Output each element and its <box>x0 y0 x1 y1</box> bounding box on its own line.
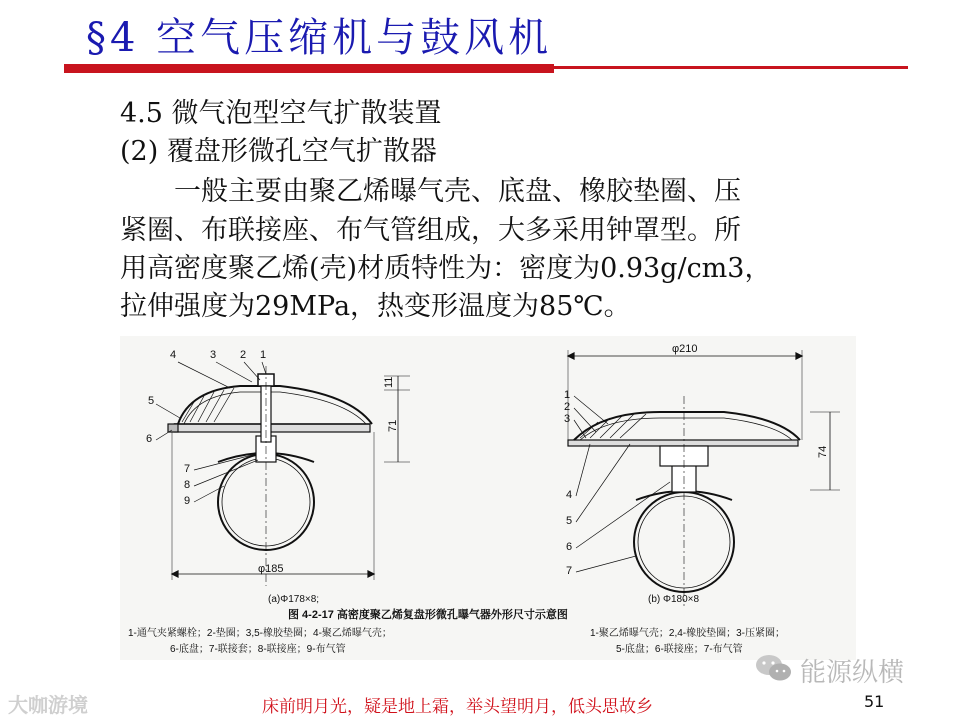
right-diameter-label: φ210 <box>672 343 698 355</box>
left-part-number-6: 6 <box>146 433 153 445</box>
subsection-heading: (2) 覆盘形微孔空气扩散器 <box>120 136 437 167</box>
left-part-number-4: 4 <box>170 349 177 361</box>
left-part-number-2: 2 <box>240 349 247 361</box>
right-part-number-4: 4 <box>566 489 573 501</box>
left-part-number-8: 8 <box>184 479 191 491</box>
right-dim-side: 74 <box>817 445 829 458</box>
body-text-line-1: 一般主要由聚乙烯曝气壳、底盘、橡胶垫圈、压 <box>120 176 741 207</box>
right-part-number-1: 1 <box>564 389 571 401</box>
wechat-watermark: 能源纵横 <box>800 658 905 688</box>
left-dim-side: 71 <box>387 419 399 432</box>
footer-text: 床前明月光，疑是地上霜，举头望明月，低头思故乡 <box>262 697 653 717</box>
diffuser-figure <box>120 336 856 660</box>
title-underline-thick <box>64 64 554 73</box>
slide-title: §4 空气压缩机与鼓风机 <box>86 15 553 61</box>
brand-watermark: 大咖游境 <box>8 693 88 717</box>
left-part-number-3: 3 <box>210 349 217 361</box>
left-part-number-5: 5 <box>148 395 155 407</box>
left-legend-line-2: 6-底盘；7-联接套；8-联接座；9-布气管 <box>170 644 346 655</box>
wechat-icon <box>754 652 794 684</box>
left-part-number-7: 7 <box>184 463 191 475</box>
left-legend-line-1: 1-通气夹紧螺栓；2-垫圈；3,5-橡胶垫圈；4-聚乙烯曝气壳； <box>128 628 392 639</box>
body-text-line-2: 紧圈、布联接座、布气管组成，大多采用钟罩型。所 <box>120 215 741 246</box>
right-part-number-7: 7 <box>566 565 573 577</box>
title-underline-thin <box>554 66 908 69</box>
left-sublabel: (a)Φ178×8; <box>268 594 320 605</box>
right-part-number-2: 2 <box>564 401 571 413</box>
left-part-number-9: 9 <box>184 495 191 507</box>
body-text-line-4: 拉伸强度为29MPa，热变形温度为85℃。 <box>120 291 631 322</box>
right-part-number-5: 5 <box>566 515 573 527</box>
body-text-line-3: 用高密度聚乙烯(壳)材质特性为：密度为0.93g/cm3， <box>120 253 772 284</box>
left-diameter-label: φ185 <box>258 563 284 575</box>
figure-caption: 图 4-2-17 高密度聚乙烯复盘形微孔曝气器外形尺寸示意图 <box>288 609 568 621</box>
left-part-number-1: 1 <box>260 349 267 361</box>
section-heading: 4.5 微气泡型空气扩散装置 <box>120 98 442 129</box>
page-number: 51 <box>864 692 885 711</box>
right-part-number-3: 3 <box>564 413 571 425</box>
right-part-number-6: 6 <box>566 541 573 553</box>
left-dim-top: 11 <box>383 376 395 388</box>
right-legend-line-2: 5-底盘；6-联接座；7-布气管 <box>616 644 743 655</box>
right-sublabel: (b) Φ180×8 <box>648 594 700 605</box>
right-legend-line-1: 1-聚乙烯曝气壳；2,4-橡胶垫圈；3-压紧圈； <box>590 628 786 639</box>
